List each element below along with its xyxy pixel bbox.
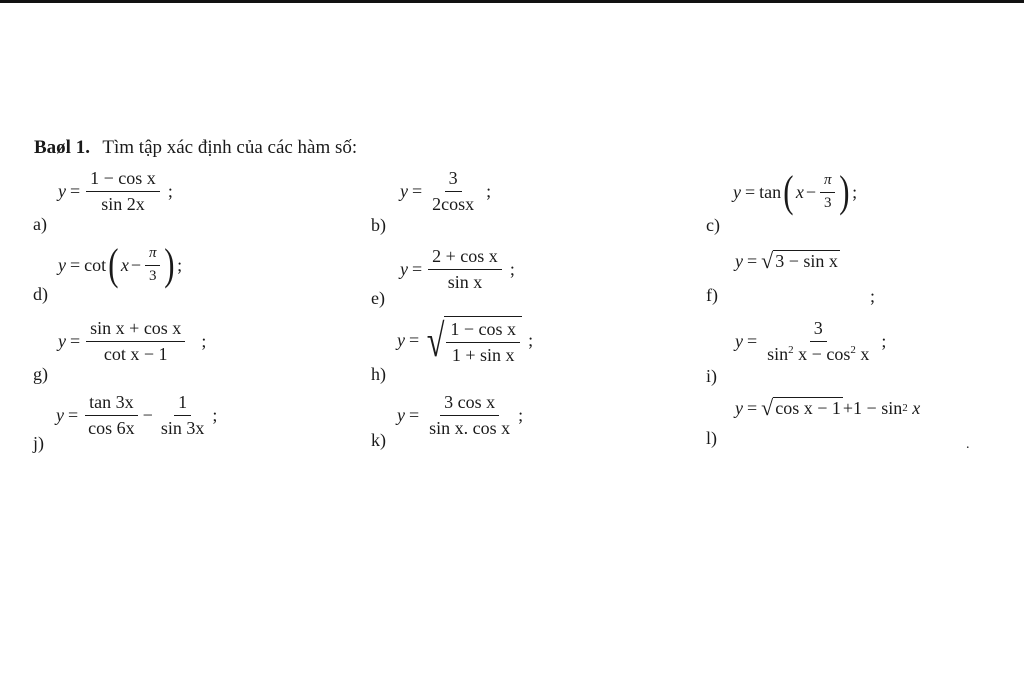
semicolon: ; [177, 254, 183, 275]
equals: = [70, 180, 81, 201]
item-d-formula [58, 240, 183, 289]
item-e-formula [400, 246, 515, 292]
x-var: x [795, 181, 804, 202]
square-root [761, 250, 840, 272]
exercise-label: Baøl 1. [34, 137, 90, 158]
equals: = [70, 330, 81, 351]
numerator: 3 cos x [440, 392, 499, 416]
item-i-label: i) [706, 366, 717, 386]
den-part: x − cos [798, 343, 851, 364]
y-var: y [58, 180, 66, 201]
semicolon: ; [486, 180, 492, 201]
fraction [84, 392, 139, 438]
function-name: cot [84, 254, 107, 275]
numerator: sin x + cos x [86, 318, 185, 342]
numerator: tan 3x [85, 392, 138, 416]
fraction [428, 168, 478, 214]
equals: = [747, 250, 758, 271]
item-h-formula [397, 316, 533, 365]
numerator: 1 − cos x [86, 168, 160, 192]
denominator: sin x [447, 271, 483, 292]
item-l-formula [735, 397, 920, 419]
function-name: tan [759, 181, 782, 202]
y-var: y [733, 181, 741, 202]
radical-sign: √ [761, 248, 774, 273]
fraction [86, 318, 185, 364]
square-root [761, 397, 843, 419]
y-var: y [397, 404, 405, 425]
fraction [763, 318, 873, 364]
item-f-label: f) [706, 285, 718, 305]
semicolon: ; [528, 330, 534, 351]
radicand [444, 316, 522, 365]
item-h-label: h) [371, 364, 386, 384]
item-d-label: d) [33, 284, 48, 304]
den-part: x [860, 343, 870, 364]
item-b-formula [400, 168, 491, 214]
item-g-label: g) [33, 364, 48, 384]
item-c-formula [733, 167, 858, 216]
numerator: 1 [174, 392, 191, 416]
item-c-label: c) [706, 215, 720, 235]
y-var: y [56, 404, 64, 425]
semicolon: ; [881, 330, 887, 351]
y-var: y [397, 330, 405, 351]
y-var: y [400, 258, 408, 279]
radical-sign: √ [761, 395, 774, 420]
denominator: 3 [148, 267, 157, 284]
fraction [446, 319, 520, 365]
exponent: 2 [850, 343, 856, 356]
y-var: y [58, 330, 66, 351]
equals: = [747, 397, 758, 418]
x-var: x [912, 397, 921, 418]
minus: − [805, 181, 816, 202]
left-paren: ( [108, 240, 119, 289]
numerator: 2 + cos x [428, 246, 502, 270]
denominator: sin x. cos x [429, 417, 511, 438]
equals: = [412, 258, 423, 279]
den-part: sin [767, 343, 789, 364]
fraction [428, 246, 502, 292]
item-i-formula [735, 318, 886, 364]
numerator: 3 [445, 168, 462, 192]
right-paren: ) [164, 240, 175, 289]
denominator: sin 2x [101, 193, 145, 214]
exponent: 2 [902, 402, 908, 414]
equals: = [68, 404, 79, 425]
equals: = [409, 330, 420, 351]
item-k-label: k) [371, 430, 386, 450]
equals: = [747, 330, 758, 351]
right-paren: ) [839, 167, 850, 216]
equals: = [70, 254, 81, 275]
denominator: 1 + sin x [451, 344, 515, 365]
equals: = [409, 404, 420, 425]
equals: = [745, 181, 756, 202]
minus: − [142, 404, 153, 425]
minus: − [130, 254, 141, 275]
numerator: 3 [810, 318, 827, 342]
denominator: cos 6x [88, 417, 135, 438]
fraction [86, 168, 160, 214]
x-var: x [120, 254, 129, 275]
numerator: π [145, 245, 161, 265]
exercise-instruction: Tìm tập xác định của các hàm số: [102, 137, 358, 158]
semicolon: ; [167, 180, 173, 201]
item-a-formula [58, 168, 173, 214]
exercise-title [34, 137, 357, 159]
item-j-formula [56, 392, 217, 438]
y-var: y [58, 254, 66, 275]
item-g-formula [58, 318, 206, 364]
left-paren: ( [783, 167, 794, 216]
item-k-formula [397, 392, 523, 438]
semicolon: ; [201, 330, 207, 351]
numerator: π [820, 172, 836, 192]
radicand: cos x − 1 [775, 398, 841, 418]
expression-part: +1 − sin [842, 397, 903, 418]
fraction [820, 172, 836, 212]
y-var: y [400, 180, 408, 201]
y-var: y [735, 250, 743, 271]
radicand: 3 − sin x [775, 251, 838, 271]
y-var: y [735, 330, 743, 351]
denominator [763, 342, 873, 365]
exponent: 2 [788, 343, 794, 356]
denominator: 2cosx [432, 193, 475, 214]
y-var: y [735, 397, 743, 418]
item-l-label: l) [706, 428, 717, 448]
semicolon: ; [518, 404, 524, 425]
semicolon: ; [212, 404, 218, 425]
numerator: 1 − cos x [446, 319, 520, 343]
denominator: cot x − 1 [103, 343, 168, 364]
semicolon: ; [509, 258, 515, 279]
semicolon: ; [852, 181, 858, 202]
trailing-dot: . [966, 437, 970, 452]
semicolon: ; [870, 286, 876, 306]
top-border [0, 0, 1024, 3]
fraction [425, 392, 514, 438]
equals: = [412, 180, 423, 201]
item-b-label: b) [371, 215, 386, 235]
item-a-label: a) [33, 214, 47, 234]
fraction [157, 392, 209, 438]
item-j-label: j) [33, 433, 44, 453]
item-f-formula [735, 250, 840, 272]
fraction [145, 245, 161, 285]
item-e-label: e) [371, 288, 385, 308]
denominator: 3 [823, 194, 832, 211]
denominator: sin 3x [160, 417, 205, 438]
radical-sign: √ [426, 314, 445, 366]
